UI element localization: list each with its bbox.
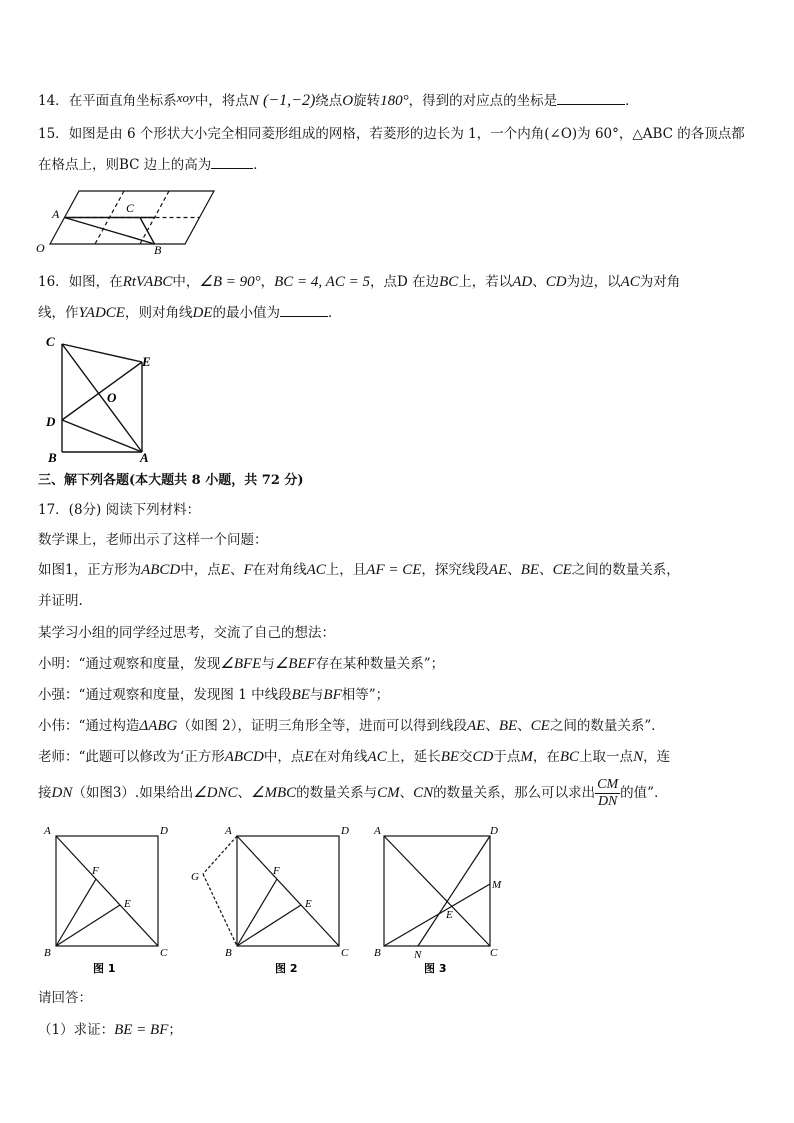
q16-text-4: ，点D 在边	[369, 274, 440, 290]
q17-text-8d: 上，延长	[386, 749, 441, 765]
q17-paragraph-4: 某学习小组的同学经过思考，交流了自己的想法：	[38, 625, 335, 641]
fig3-label-n: N	[414, 949, 422, 961]
q17-paragraph-xiaoming	[38, 654, 444, 674]
q17-text-2b: 中，点	[180, 562, 221, 578]
q17-comma-3: 、	[539, 562, 553, 578]
fig1-label-a: A	[44, 825, 51, 837]
fig1-label-d: D	[160, 825, 168, 837]
q17-paragraph-3: 并证明.	[38, 593, 83, 609]
q17-comma-4: 、	[485, 718, 499, 734]
q16-rt-abc: RtVABC	[122, 274, 173, 290]
q17-text-5b: 与	[261, 656, 275, 672]
q17-fraction-numerator: CM	[597, 777, 619, 792]
fig3-label-e: E	[446, 909, 453, 921]
q17-ae-2: AE	[467, 718, 486, 734]
q16-bc: BC	[439, 274, 459, 290]
q15-segment-ab	[65, 218, 155, 245]
q14-text-4: 旋转	[353, 93, 381, 109]
q17-e-2: E	[304, 749, 314, 765]
q15-label-b: B	[154, 243, 162, 257]
section-3-heading: 三、解下列各题(本大题共 8 小题，共 72 分)	[38, 473, 304, 488]
q17-text-5c: 存在某种数量关系”；	[315, 656, 445, 672]
q17-paragraph-xiaowei	[38, 716, 665, 736]
fig2-label-c: C	[341, 947, 349, 959]
fig1-label-c: C	[160, 947, 168, 959]
q17-text-8i: ，连	[643, 749, 671, 765]
q16-text-12: ．	[327, 305, 342, 321]
q14-number: 14．	[38, 93, 69, 109]
q15-rhombus-grid-figure	[30, 186, 230, 258]
q17-figure-1	[40, 822, 170, 974]
q17-cm: CM	[377, 785, 400, 801]
q17-paragraph-2	[38, 560, 680, 580]
q16-cd: CD	[545, 274, 567, 290]
q16-diagonal-de	[62, 362, 142, 420]
q17-figure-2	[185, 822, 360, 974]
q17-cn: CN	[413, 785, 434, 801]
q16-text-3: ，	[260, 274, 275, 290]
q15-text-1: 如图是由 6 个形状大小完全相同菱形组成的网格，若菱形的边长为 1，一个内角(∠O)为 60°，△ABC 的各顶点都	[68, 126, 745, 142]
q16-answer-blank	[280, 302, 328, 317]
q17-text-6c: 相等”；	[341, 687, 390, 703]
q17-sub1-end: ；	[168, 1022, 182, 1038]
fig2-label-d: D	[341, 825, 349, 837]
q17-ce: CE	[552, 562, 572, 578]
fig1-segment-be	[56, 905, 120, 946]
q17-figure-3	[372, 822, 512, 974]
q17-text-8b: 中，点	[263, 749, 305, 765]
q16-ad: AD	[512, 274, 533, 290]
q16-text-11: 的最小值为	[212, 305, 280, 321]
fig2-diagonal-ac	[237, 836, 339, 946]
q15-text-2: 在格点上，则BC 边上的高为	[38, 157, 212, 173]
q17-paragraph-teacher-2	[38, 776, 668, 810]
q14-text-1: 在平面直角坐标系	[68, 93, 177, 109]
q17-be-3: BE	[498, 718, 518, 734]
q16-text-7: 为边，以	[566, 274, 621, 290]
fig1-label-e: E	[124, 898, 131, 910]
q17-text-7c: 之间的数量关系”．	[549, 718, 665, 734]
q17-text-7a: 小伟：“通过构造	[38, 718, 140, 734]
q17-ac-2: AC	[367, 749, 387, 765]
q16-label-d: D	[46, 414, 56, 429]
q14-degrees: 180°	[380, 93, 409, 109]
fig1-label-b: B	[44, 947, 51, 959]
q17-text-9b: （如图3）.如果给出	[72, 785, 194, 801]
q17-text-8e: 交	[459, 749, 473, 765]
q17-be-4: BE	[440, 749, 460, 765]
q17-abcd-2: ABCD	[224, 749, 264, 765]
q17-text-8c: 在对角线	[313, 749, 368, 765]
q17-n: N	[633, 749, 644, 765]
q17-text-9d: 的数量关系，那么可以求出	[433, 785, 596, 801]
q15-label-o: O	[36, 241, 45, 255]
q15-number: 15．	[38, 126, 69, 142]
fig2-label-b: B	[225, 947, 232, 959]
q17-text-2d: 上，且	[325, 562, 367, 578]
fig1-caption: 图 1	[93, 962, 116, 974]
fig2-segment-bf	[237, 879, 277, 946]
q17-e: E	[220, 562, 230, 578]
q14-text-3: 绕点	[315, 93, 343, 109]
q17-subquestion-1	[38, 1020, 182, 1040]
q16-text-1: 如图，在	[68, 274, 123, 290]
q17-fraction-cm-dn	[595, 777, 620, 810]
q14-text-5: ，得到的对应点的坐标是	[408, 93, 558, 109]
question-16-line-1	[38, 272, 680, 292]
q17-paragraph-teacher-1	[38, 747, 670, 767]
q16-adce: YADCE	[78, 305, 125, 321]
q14-point-n: N	[248, 93, 259, 109]
q16-text-10: ，则对角线	[124, 305, 193, 321]
q17-text-6b: 与	[309, 687, 324, 703]
q17-angle-dnc: ∠DNC	[193, 785, 238, 801]
q17-text-9a: 接	[38, 785, 52, 801]
q16-text-8: 为对角	[639, 274, 681, 290]
q17-text-9c: 的数量关系与	[296, 785, 378, 801]
fig2-segment-ag	[203, 836, 237, 874]
q17-angle-bfe: ∠BFE	[220, 656, 262, 672]
q16-lengths: BC = 4, AC = 5	[274, 274, 370, 290]
q17-comma-2: 、	[507, 562, 521, 578]
question-15-line-1	[38, 124, 745, 144]
q16-de: DE	[192, 305, 213, 321]
fig2-segment-gb	[203, 874, 237, 946]
q17-text-2f: 之间的数量关系，	[571, 562, 680, 578]
q16-label-e: E	[142, 354, 151, 369]
q15-answer-blank	[211, 154, 253, 169]
q17-text-2a: 如图1，正方形为	[38, 562, 142, 578]
q17-triangle-abg: ΔABG	[139, 718, 178, 734]
q15-label-c: C	[126, 201, 135, 215]
q17-dn: DN	[51, 785, 73, 801]
q17-ask: 请回答：	[38, 990, 92, 1006]
q17-text-8f: 于点	[493, 749, 521, 765]
q16-number: 16．	[38, 274, 69, 290]
q15-label-a: A	[52, 207, 60, 221]
q17-ac: AC	[306, 562, 326, 578]
q14-text-6: ．	[625, 93, 639, 109]
q17-ce-2: CE	[530, 718, 550, 734]
q14-coords: (−1,−2)	[263, 92, 316, 109]
q17-text-5a: 小明：“通过观察和度量，发现	[38, 656, 221, 672]
fig3-label-c: C	[490, 947, 498, 959]
q17-comma-6: 、	[237, 785, 252, 801]
fig2-label-g: G	[191, 871, 199, 883]
q17-bc: BC	[559, 749, 580, 765]
q16-text-9: 线，作	[38, 305, 79, 321]
q14-xoy: xoy	[176, 90, 195, 105]
fig3-label-m: M	[492, 879, 502, 891]
fig3-label-b: B	[374, 947, 381, 959]
question-16-line-2	[38, 302, 341, 323]
fig2-label-a: A	[225, 825, 232, 837]
q14-point-o: O	[342, 93, 354, 109]
fig3-label-d: D	[490, 825, 498, 837]
q17-text-2c: 在对角线	[252, 562, 307, 578]
q17-be: BE	[520, 562, 540, 578]
q16-text-5: 上，若以	[458, 274, 513, 290]
question-15-line-2	[38, 154, 267, 175]
q17-paragraph-1: 数学课上，老师出示了这样一个问题：	[38, 532, 268, 548]
q17-comma-1: 、	[229, 562, 244, 578]
q17-paragraph-xiaoqiang	[38, 685, 389, 705]
q17-text-6a: 小强：“通过观察和度量，发现图 1 中线段	[38, 687, 292, 703]
q17-m: M	[520, 749, 533, 765]
fig3-caption: 图 3	[424, 962, 447, 974]
fig3-label-a: A	[374, 825, 381, 837]
q15-text-3: ．	[253, 157, 267, 173]
q17-comma-7: 、	[399, 785, 414, 801]
q16-label-o: O	[107, 390, 117, 405]
q17-af-ce: AF = CE	[366, 562, 422, 578]
q16-label-b: B	[48, 450, 57, 462]
q14-answer-blank	[557, 90, 625, 105]
q17-f: F	[243, 562, 253, 578]
q17-comma-5: 、	[517, 718, 531, 734]
q17-sub1-text: （1）求证：	[38, 1022, 115, 1038]
q16-ac: AC	[620, 274, 640, 290]
fig1-label-f: F	[92, 865, 99, 877]
fig1-diagonal-ac	[56, 836, 158, 946]
q17-ae: AE	[488, 562, 508, 578]
q16-parallelogram-figure	[40, 330, 160, 462]
q17-text-8a: 老师：“此题可以修改为‘正方形	[38, 749, 225, 765]
q17-text-8g: ，在	[532, 749, 560, 765]
q17-sub1-equation: BE = BF	[114, 1022, 169, 1038]
q17-text-8h: 上取一点	[579, 749, 634, 765]
q16-text-6: 、	[532, 274, 546, 290]
q17-be-2: BE	[291, 687, 310, 703]
fig2-label-e: E	[305, 898, 312, 910]
q17-abcd: ABCD	[141, 562, 181, 578]
question-14	[38, 88, 639, 111]
fig1-segment-bf	[56, 879, 96, 946]
fig3-diagonal-ac	[384, 836, 490, 946]
q17-cd: CD	[472, 749, 494, 765]
q17-text-9e: 的值”．	[620, 785, 668, 801]
q17-bf: BF	[323, 687, 342, 703]
q16-label-c: C	[46, 334, 55, 349]
q17-angle-mbc: ∠MBC	[251, 785, 297, 801]
q17-angle-bef: ∠BEF	[274, 656, 316, 672]
q17-fraction-denominator: DN	[597, 794, 618, 809]
fig2-caption: 图 2	[275, 962, 298, 974]
fig2-segment-be	[237, 905, 301, 946]
q14-text-2: 中，将点	[194, 93, 249, 109]
q17-text-2e: ，探究线段	[421, 562, 489, 578]
q16-angle: ∠B = 90°	[199, 274, 261, 290]
q17-heading: 17．(8分) 阅读下列材料：	[38, 502, 201, 518]
q16-text-2: 中，	[172, 274, 200, 290]
q17-text-7b: （如图 2），证明三角形全等，进而可以得到线段	[177, 718, 468, 734]
fig3-segment-bm	[384, 884, 490, 946]
fig2-label-f: F	[273, 865, 280, 877]
q16-label-a: A	[140, 450, 149, 462]
